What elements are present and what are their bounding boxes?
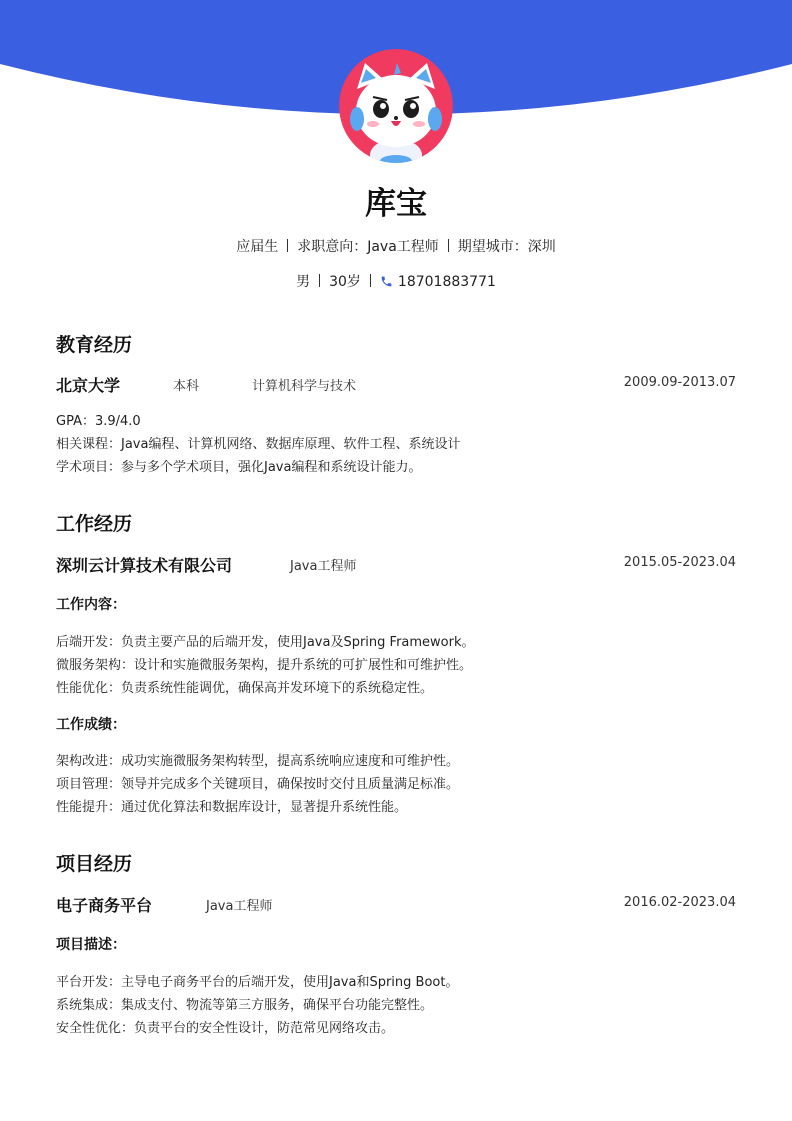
major: 计算机科学与技术 — [252, 379, 357, 394]
work-results-title: 工作成绩： — [56, 717, 126, 733]
divider — [448, 239, 449, 252]
work-results-line: 项目管理：领导并完成多个关键项目，确保按时交付且质量满足标准。 — [56, 777, 460, 792]
work-row — [56, 553, 736, 577]
work-content-title: 工作内容： — [56, 597, 126, 613]
education-line: 相关课程：Java编程、计算机网络、数据库原理、软件工程、系统设计 — [56, 437, 461, 452]
project-desc-line: 安全性优化：负责平台的安全性设计，防范常见网络攻击。 — [56, 1021, 395, 1036]
gender-text: 男 — [296, 274, 311, 290]
work-role: Java工程师 — [290, 559, 357, 574]
phone-number: 18701883771 — [397, 274, 496, 290]
education-row — [56, 373, 736, 397]
divider — [287, 239, 288, 252]
company-name: 深圳云计算技术有限公司 — [56, 556, 233, 575]
phone-icon — [380, 275, 393, 292]
section-title-work: 工作经历 — [56, 513, 133, 535]
education-date: 2009.09-2013.07 — [623, 375, 736, 390]
info-line-2 — [0, 271, 792, 292]
divider — [319, 274, 320, 287]
project-desc-line: 系统集成：集成支付、物流等第三方服务，确保平台功能完整性。 — [56, 998, 434, 1013]
work-results-line: 架构改进：成功实施微服务架构转型，提高系统响应速度和可维护性。 — [56, 754, 460, 769]
project-row — [56, 893, 736, 917]
divider — [370, 274, 371, 287]
project-role: Java工程师 — [206, 899, 273, 914]
degree: 本科 — [173, 379, 200, 394]
status-text: 应届生 — [236, 239, 279, 255]
school-name: 北京大学 — [56, 376, 121, 395]
work-content-line: 性能优化：负责系统性能调优，确保高并发环境下的系统稳定性。 — [56, 681, 434, 696]
project-name: 电子商务平台 — [56, 896, 153, 915]
section-title-project: 项目经历 — [56, 853, 133, 875]
work-results-line: 性能提升：通过优化算法和数据库设计，显著提升系统性能。 — [56, 800, 408, 815]
work-date: 2015.05-2023.04 — [623, 555, 736, 570]
age-text: 30岁 — [329, 274, 361, 290]
avatar — [339, 49, 453, 163]
education-line: GPA：3.9/4.0 — [56, 414, 141, 429]
work-content-line: 微服务架构：设计和实施微服务架构，提升系统的可扩展性和可维护性。 — [56, 658, 473, 673]
expected-city: 期望城市：深圳 — [457, 239, 556, 255]
education-line: 学术项目：参与多个学术项目，强化Java编程和系统设计能力。 — [56, 460, 422, 475]
project-desc-line: 平台开发：主导电子商务平台的后端开发，使用Java和Spring Boot。 — [56, 975, 459, 990]
project-desc-title: 项目描述： — [56, 937, 126, 953]
section-title-education: 教育经历 — [56, 334, 133, 356]
work-content-line: 后端开发：负责主要产品的后端开发，使用Java及Spring Framework。 — [56, 635, 475, 650]
info-line-1 — [0, 236, 792, 256]
candidate-name: 库宝 — [365, 186, 427, 222]
project-date: 2016.02-2023.04 — [623, 895, 736, 910]
job-intent: 求职意向：Java工程师 — [297, 239, 439, 255]
